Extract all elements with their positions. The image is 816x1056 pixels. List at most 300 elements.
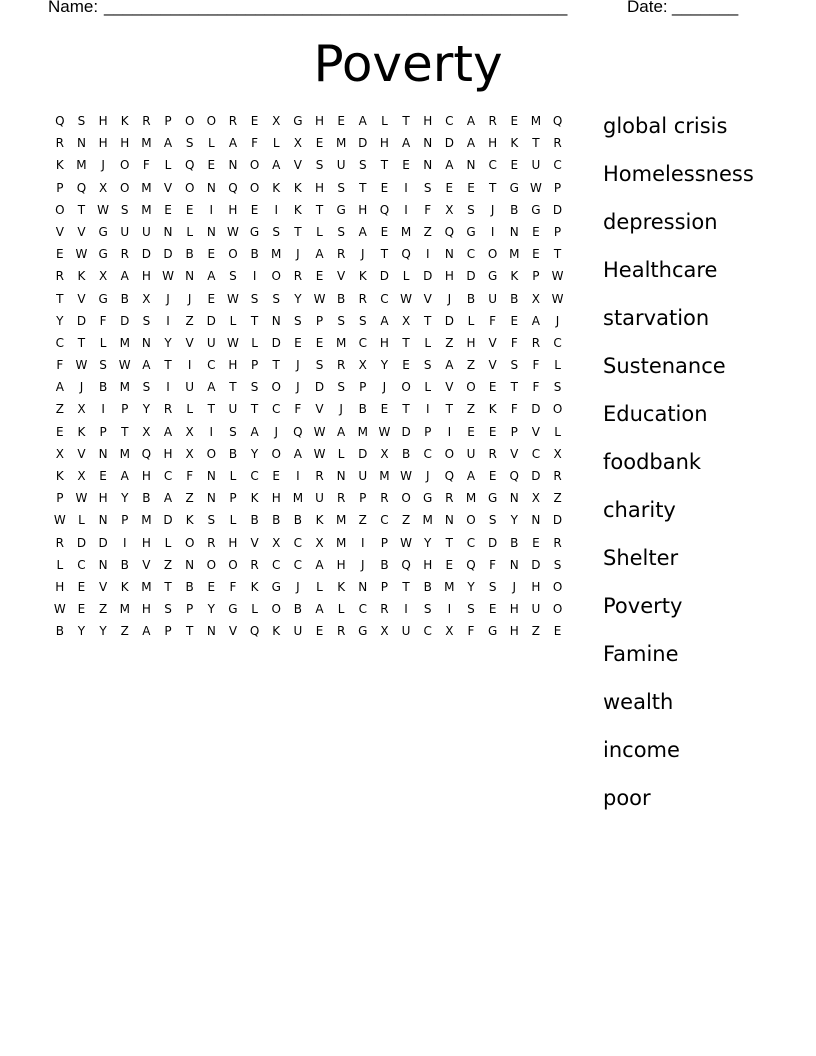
grid-cell: D: [120, 313, 130, 328]
grid-cell: S: [77, 114, 86, 128]
grid-cell: T: [250, 402, 259, 417]
grid-cell: A: [466, 469, 476, 483]
grid-cell: U: [401, 624, 411, 639]
grid-cell: H: [358, 202, 368, 217]
grid-cell: P: [359, 380, 367, 395]
grid-cell: H: [141, 602, 151, 617]
grid-cell: X: [142, 291, 151, 306]
grid-cell: N: [444, 513, 454, 528]
grid-cell: P: [250, 358, 259, 373]
grid-cell: G: [98, 291, 108, 306]
grid-cell: E: [207, 291, 216, 306]
grid-cell: L: [229, 513, 237, 528]
grid-cell: F: [142, 158, 150, 173]
grid-cell: M: [119, 380, 130, 395]
grid-cell: X: [55, 446, 64, 461]
grid-cell: E: [56, 247, 64, 262]
grid-cell: X: [77, 402, 86, 417]
grid-cell: U: [293, 624, 303, 639]
grid-cell: J: [339, 402, 343, 417]
grid-cell: T: [424, 313, 432, 328]
grid-cell: C: [358, 602, 367, 617]
grid-cell: K: [293, 202, 302, 217]
grid-cell: A: [358, 224, 367, 239]
grid-cell: P: [532, 269, 540, 284]
grid-cell: S: [510, 358, 519, 373]
grid-cell: H: [509, 602, 519, 617]
grid-cell: W: [378, 424, 391, 439]
grid-cell: B: [120, 291, 129, 306]
grid-cell: H: [379, 136, 389, 151]
grid-cell: O: [249, 180, 260, 195]
grid-cell: K: [250, 491, 259, 506]
grid-cell: C: [380, 291, 389, 306]
grid-cell: K: [315, 513, 324, 528]
name-label: Name:: [48, 0, 99, 16]
grid-row: [49, 199, 589, 221]
grid-cell: I: [404, 180, 408, 195]
grid-cell: W: [313, 291, 326, 306]
grid-cell: X: [553, 446, 562, 461]
grid-cell: R: [120, 247, 129, 262]
grid-cell: H: [271, 491, 281, 506]
grid-cell: N: [185, 557, 195, 572]
grid-cell: S: [553, 557, 562, 572]
grid-cell: S: [337, 313, 345, 328]
grid-cell: A: [315, 557, 324, 572]
grid-cell: A: [315, 247, 324, 262]
grid-cell: O: [271, 446, 281, 461]
grid-cell: W: [313, 424, 326, 439]
grid-cell: X: [358, 358, 367, 373]
grid-cell: H: [98, 114, 108, 128]
grid-cell: T: [402, 114, 410, 128]
grid-cell: A: [250, 424, 259, 439]
grid-cell: I: [252, 269, 257, 284]
grid-cell: T: [359, 180, 367, 195]
grid-cell: E: [510, 158, 519, 173]
grid-cell: T: [185, 624, 194, 639]
grid-cell: L: [207, 136, 215, 151]
grid-cell: N: [444, 247, 454, 262]
grid-cell: S: [142, 313, 151, 328]
grid-row: [49, 509, 589, 531]
grid-cell: A: [445, 158, 454, 173]
grid-cell: N: [206, 624, 216, 639]
grid-cell: L: [272, 136, 280, 151]
grid-cell: A: [228, 136, 238, 151]
date-field[interactable]: _______: [672, 0, 739, 16]
grid-cell: H: [509, 624, 519, 639]
grid-cell: K: [272, 180, 281, 195]
grid-cell: B: [250, 513, 259, 528]
grid-cell: Z: [185, 491, 194, 506]
word-list-item: depression: [603, 210, 718, 234]
grid-cell: E: [488, 469, 497, 483]
grid-cell: C: [466, 247, 476, 262]
grid-cell: T: [553, 247, 562, 262]
grid-cell: Q: [55, 114, 65, 128]
grid-cell: D: [358, 136, 368, 151]
grid-cell: H: [163, 446, 173, 461]
grid-cell: E: [99, 469, 107, 483]
grid-cell: W: [313, 446, 326, 461]
grid-cell: L: [229, 313, 237, 328]
grid-cell: Y: [424, 535, 432, 550]
grid-cell: E: [488, 380, 497, 395]
grid-cell: O: [120, 158, 130, 173]
grid-cell: Y: [380, 358, 389, 373]
grid-cell: T: [445, 402, 454, 417]
grid-cell: G: [487, 491, 498, 506]
grid-cell: D: [531, 557, 541, 572]
grid-cell: J: [555, 313, 560, 328]
grid-cell: K: [293, 180, 302, 195]
word-list-item: Poverty: [603, 594, 683, 618]
grid-cell: V: [185, 335, 194, 350]
grid-cell: E: [315, 624, 324, 639]
grid-cell: M: [119, 335, 130, 350]
grid-cell: H: [228, 202, 238, 217]
grid-cell: D: [552, 513, 563, 528]
grid-cell: B: [401, 446, 411, 461]
grid-cell: L: [316, 224, 323, 239]
grid-cell: R: [228, 114, 238, 128]
grid-cell: L: [381, 114, 388, 128]
grid-cell: E: [315, 136, 324, 151]
grid-cell: H: [98, 491, 108, 506]
grid-cell: R: [142, 114, 151, 128]
grid-cell: Z: [423, 224, 432, 239]
grid-cell: M: [335, 513, 347, 528]
grid-cell: B: [380, 557, 389, 572]
grid-cell: O: [184, 180, 195, 195]
grid-cell: I: [490, 224, 495, 239]
grid-cell: X: [293, 136, 302, 151]
grid-cell: D: [98, 535, 108, 550]
grid-cell: R: [315, 469, 324, 483]
grid-cell: V: [488, 335, 497, 350]
grid-cell: Z: [401, 513, 411, 528]
grid-row: [49, 620, 589, 642]
grid-cell: L: [402, 269, 410, 284]
grid-cell: T: [207, 402, 215, 417]
grid-cell: E: [467, 424, 475, 439]
grid-cell: G: [487, 624, 498, 639]
grid-cell: C: [163, 469, 173, 483]
grid-cell: H: [141, 269, 151, 284]
grid-cell: L: [186, 224, 193, 239]
grid-cell: N: [466, 158, 476, 173]
grid-cell: Z: [185, 313, 194, 328]
grid-cell: K: [120, 114, 129, 128]
grid-cell: N: [531, 513, 541, 528]
grid-cell: K: [120, 579, 129, 594]
grid-cell: A: [272, 158, 281, 173]
grid-cell: W: [97, 202, 110, 217]
grid-cell: O: [184, 535, 195, 550]
grid-cell: E: [250, 114, 259, 128]
grid-cell: T: [250, 313, 259, 328]
grid-cell: A: [531, 313, 541, 328]
grid-row: [49, 177, 589, 199]
grid-cell: E: [315, 269, 324, 284]
grid-cell: L: [337, 446, 345, 461]
grid-cell: H: [120, 136, 130, 151]
grid-cell: D: [76, 535, 87, 550]
grid-cell: W: [118, 358, 131, 373]
grid-cell: S: [467, 602, 475, 617]
grid-row: [49, 332, 589, 354]
grid-cell: D: [163, 247, 173, 262]
grid-cell: G: [466, 224, 476, 239]
name-field[interactable]: _________________________________________________: [104, 0, 568, 16]
grid-cell: T: [445, 535, 454, 550]
grid-cell: V: [531, 424, 541, 439]
word-list-item: income: [603, 738, 680, 762]
grid-cell: L: [229, 469, 237, 483]
grid-cell: V: [488, 358, 497, 373]
grid-cell: C: [488, 158, 497, 173]
grid-cell: N: [509, 557, 519, 572]
grid-cell: A: [120, 469, 129, 483]
grid-cell: X: [380, 446, 389, 461]
grid-cell: H: [531, 579, 541, 594]
grid-cell: P: [553, 224, 562, 239]
grid-cell: U: [315, 491, 324, 506]
word-list-item: poor: [603, 786, 651, 810]
grid-cell: O: [249, 158, 260, 173]
grid-cell: V: [77, 224, 86, 239]
grid-row: [49, 354, 589, 376]
grid-cell: W: [400, 291, 412, 306]
grid-cell: C: [272, 402, 281, 417]
grid-cell: E: [77, 602, 86, 617]
grid-cell: M: [465, 491, 477, 506]
grid-cell: E: [272, 469, 281, 483]
grid-cell: P: [424, 424, 432, 439]
grid-cell: C: [380, 513, 389, 528]
grid-cell: K: [510, 136, 519, 151]
date-label: Date:: [627, 0, 668, 16]
grid-cell: M: [509, 247, 520, 262]
grid-cell: B: [185, 579, 194, 594]
grid-cell: T: [532, 136, 540, 151]
word-list-item: charity: [603, 498, 676, 522]
grid-cell: T: [164, 358, 172, 373]
grid-cell: J: [296, 380, 300, 395]
grid-cell: J: [101, 158, 105, 173]
grid-cell: U: [206, 335, 216, 350]
grid-cell: W: [227, 335, 239, 350]
grid-cell: U: [488, 291, 498, 306]
grid-cell: F: [229, 579, 237, 594]
grid-cell: I: [447, 424, 452, 439]
grid-cell: R: [336, 491, 346, 506]
grid-cell: T: [229, 380, 237, 395]
grid-cell: O: [271, 380, 281, 395]
grid-cell: F: [489, 557, 497, 572]
grid-cell: T: [380, 247, 389, 262]
grid-cell: P: [164, 114, 172, 128]
grid-cell: E: [315, 335, 324, 350]
grid-cell: G: [423, 491, 433, 506]
grid-cell: Z: [531, 624, 541, 639]
grid-row: [49, 598, 589, 620]
grid-cell: X: [185, 446, 194, 461]
grid-cell: A: [163, 424, 173, 439]
grid-cell: K: [510, 269, 519, 284]
grid-cell: E: [56, 424, 64, 439]
grid-cell: M: [444, 579, 455, 594]
grid-cell: E: [402, 158, 410, 173]
grid-cell: P: [56, 491, 64, 506]
grid-cell: E: [510, 313, 519, 328]
grid-cell: D: [76, 313, 87, 328]
grid-cell: V: [98, 579, 108, 594]
grid-cell: A: [466, 114, 476, 128]
grid-cell: F: [510, 402, 518, 417]
grid-cell: N: [76, 136, 86, 151]
grid-cell: R: [445, 491, 454, 506]
grid-cell: X: [272, 114, 281, 128]
grid-cell: G: [487, 269, 498, 284]
grid-cell: M: [141, 180, 152, 195]
header-row: [48, 0, 748, 19]
grid-cell: N: [206, 469, 216, 483]
grid-cell: F: [99, 313, 107, 328]
grid-cell: X: [401, 313, 411, 328]
grid-cell: B: [358, 402, 367, 417]
grid-cell: C: [423, 446, 432, 461]
grid-cell: P: [510, 424, 518, 439]
grid-cell: N: [98, 557, 108, 572]
grid-cell: M: [335, 335, 347, 350]
grid-cell: N: [358, 579, 368, 594]
grid-cell: V: [228, 624, 238, 639]
grid-cell: L: [164, 535, 172, 550]
grid-cell: W: [551, 269, 564, 284]
grid-cell: E: [207, 158, 216, 173]
grid-cell: S: [99, 358, 107, 373]
grid-cell: A: [401, 136, 411, 151]
grid-cell: S: [488, 513, 497, 528]
grid-row: [49, 465, 589, 487]
grid-cell: S: [423, 180, 432, 195]
grid-cell: Q: [249, 624, 260, 639]
word-list-item: wealth: [603, 690, 674, 714]
grid-cell: V: [315, 402, 324, 417]
grid-cell: H: [336, 557, 346, 572]
grid-cell: E: [553, 624, 562, 639]
grid-cell: X: [445, 202, 454, 217]
grid-cell: Y: [99, 624, 107, 639]
grid-cell: M: [141, 136, 152, 151]
grid-cell: C: [553, 158, 562, 173]
grid-cell: Z: [98, 602, 108, 617]
grid-cell: Z: [358, 513, 367, 528]
grid-cell: F: [489, 313, 497, 328]
grid-cell: C: [293, 535, 303, 550]
grid-cell: L: [78, 513, 85, 528]
grid-cell: H: [228, 535, 238, 550]
grid-cell: J: [382, 380, 387, 395]
grid-cell: V: [423, 291, 432, 306]
grid-cell: B: [228, 446, 238, 461]
grid-cell: O: [55, 202, 65, 217]
grid-cell: S: [467, 202, 475, 217]
grid-cell: G: [98, 247, 108, 262]
grid-cell: T: [77, 335, 86, 350]
grid-cell: O: [120, 180, 130, 195]
grid-cell: Y: [164, 335, 172, 350]
grid-cell: A: [142, 624, 151, 639]
grid-cell: L: [554, 424, 561, 439]
grid-cell: Y: [121, 491, 129, 506]
grid-cell: T: [77, 202, 86, 217]
grid-cell: A: [55, 380, 64, 395]
grid-cell: F: [510, 335, 518, 350]
grid-row: [49, 532, 589, 554]
grid-cell: W: [529, 180, 542, 195]
grid-row: [49, 376, 589, 398]
grid-cell: M: [141, 513, 152, 528]
grid-row: [49, 576, 589, 598]
grid-cell: O: [552, 602, 563, 617]
grid-row: [49, 310, 589, 332]
grid-cell: B: [423, 579, 432, 594]
grid-cell: Y: [207, 602, 215, 617]
grid-cell: X: [531, 291, 541, 306]
grid-cell: G: [336, 202, 346, 217]
grid-cell: Z: [553, 491, 562, 506]
grid-cell: J: [425, 469, 430, 483]
grid-cell: L: [56, 557, 64, 572]
grid-cell: X: [77, 469, 86, 483]
grid-cell: L: [164, 158, 172, 173]
grid-cell: D: [531, 469, 541, 483]
grid-cell: S: [120, 202, 129, 217]
grid-cell: N: [206, 491, 216, 506]
grid-row: [49, 243, 589, 265]
grid-cell: T: [402, 402, 410, 417]
grid-cell: G: [249, 224, 260, 239]
grid-cell: S: [272, 291, 281, 306]
grid-cell: S: [553, 380, 562, 395]
grid-row: [49, 421, 589, 443]
grid-cell: O: [206, 446, 217, 461]
grid-cell: S: [229, 269, 237, 284]
grid-cell: E: [445, 557, 454, 572]
grid-cell: S: [358, 313, 367, 328]
grid-cell: H: [141, 469, 151, 483]
grid-cell: Q: [401, 247, 411, 262]
grid-cell: W: [75, 247, 88, 262]
grid-cell: G: [98, 224, 108, 239]
grid-cell: D: [206, 313, 216, 328]
grid-cell: B: [510, 535, 519, 550]
grid-cell: W: [227, 291, 239, 306]
grid-row: [49, 288, 589, 310]
grid-cell: S: [185, 136, 194, 151]
grid-cell: T: [315, 202, 324, 217]
grid-row: [49, 221, 589, 243]
page-title: Poverty: [313, 35, 503, 93]
grid-cell: S: [358, 158, 367, 173]
grid-cell: M: [335, 535, 347, 550]
grid-cell: I: [187, 358, 192, 373]
grid-cell: T: [272, 358, 280, 373]
